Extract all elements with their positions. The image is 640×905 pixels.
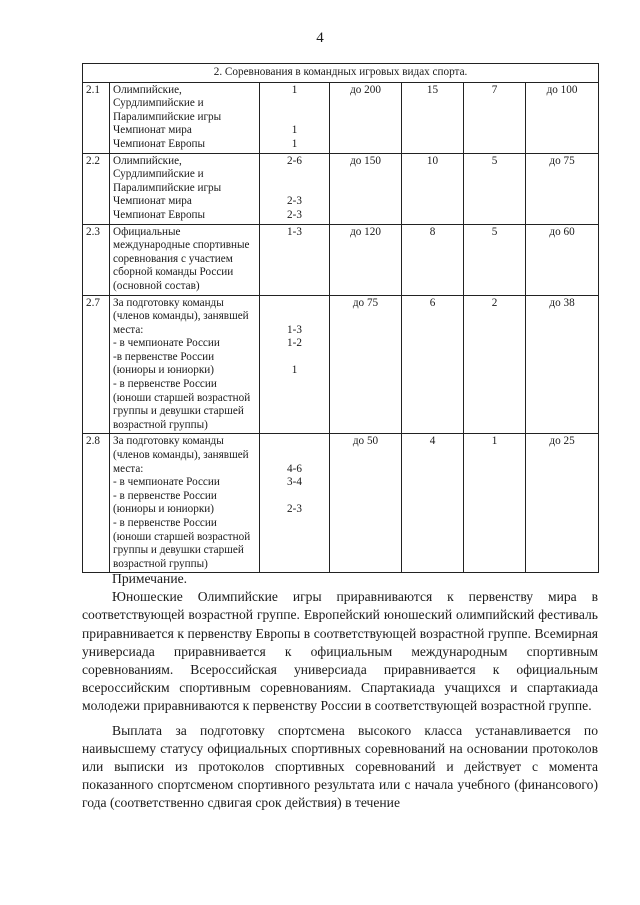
description-line: (членов команды), занявшей	[113, 449, 249, 462]
row-value-c4: 8	[402, 224, 464, 295]
description-line: -в первенстве России	[113, 350, 215, 363]
places-value: 1	[291, 124, 298, 137]
places-spacer	[263, 490, 326, 504]
places-spacer	[263, 351, 326, 365]
places-spacer	[263, 97, 326, 111]
description-line: международные спортивные	[113, 239, 250, 252]
description-line: группы и девушки старшей	[113, 544, 244, 557]
note-paragraph-2: Выплата за подготовку спортсмена высокого класса устанавливается по наивысшему статусу официальных спортивных соревнований на основании протоколов или выписки из протоколов спортивных соревнований и действует с момента показанного спортсменом спортивного результата или с начала учебного (финансового) года (соответственно сдвигая срок действия) в течение	[82, 722, 598, 811]
note-title: Примечание.	[112, 571, 188, 586]
row-value-c3: до 120	[330, 224, 402, 295]
description-line: Олимпийские,	[113, 154, 182, 167]
row-value-c3: до 75	[330, 295, 402, 434]
description-line: Чемпионат Европы	[113, 208, 206, 221]
description-line: возрастной группы)	[113, 418, 208, 431]
places-value: 2-3	[287, 195, 302, 208]
description-line: Сурдлимпийские и	[113, 97, 204, 110]
row-number: 2.7	[83, 295, 110, 434]
description-line: группы и девушки старшей	[113, 405, 244, 418]
places-spacer	[263, 182, 326, 196]
places-value: 2-3	[287, 208, 302, 221]
places-value: 1-3	[287, 225, 302, 238]
table-row	[83, 434, 599, 573]
places-value: 1-3	[287, 323, 302, 336]
places-spacer	[263, 435, 326, 449]
description-line: Чемпионат мира	[113, 195, 192, 208]
row-value-c4: 15	[402, 82, 464, 153]
description-line: места:	[113, 323, 144, 336]
description-line: (членов команды), занявшей	[113, 310, 249, 323]
description-line: сборной команды России	[113, 266, 234, 279]
note-paragraph-1: Юношеские Олимпийские игры приравниваются к первенству мира в соответствующей возрастной группе. Европейский юношеский олимпийский фестиваль приравнивается к первенству Европы в соответствующей возрастной группе. Всемирная универсиада приравнивается к официальным международным спортивным соревнованиям. Всероссийская универсиада приравнивается к официальным всероссийским спортивным соревнованиям. Спартакиада учащихся и спартакиада молодежи приравниваются к первенству России в соответствующей возрастной группе.	[82, 589, 598, 714]
places-spacer	[263, 168, 326, 182]
row-value-c6: до 100	[526, 82, 599, 153]
row-places	[260, 82, 330, 153]
row-value-c6: до 60	[526, 224, 599, 295]
description-line: соревнования с участием	[113, 252, 233, 265]
table-row	[83, 295, 599, 434]
places-value: 1-2	[287, 337, 302, 350]
row-value-c3: до 150	[330, 153, 402, 224]
places-spacer	[263, 297, 326, 311]
row-places	[260, 224, 330, 295]
row-number: 2.3	[83, 224, 110, 295]
row-value-c6: до 75	[526, 153, 599, 224]
places-value: 3-4	[287, 476, 302, 489]
row-value-c5: 5	[464, 153, 526, 224]
description-line: Сурдлимпийские и	[113, 168, 204, 181]
row-description	[110, 82, 260, 153]
description-line: возрастной группы)	[113, 557, 208, 570]
description-line: - в первенстве России	[113, 378, 217, 391]
places-spacer	[263, 449, 326, 463]
places-spacer	[263, 310, 326, 324]
table-row	[83, 153, 599, 224]
description-line: За подготовку команды	[113, 296, 224, 309]
row-description	[110, 434, 260, 573]
description-line: Чемпионат мира	[113, 124, 192, 137]
row-description	[110, 153, 260, 224]
section-title: 2. Соревнования в командных игровых видах спорта.	[83, 64, 599, 83]
description-line: - в первенстве России	[113, 489, 217, 502]
competitions-table	[82, 63, 599, 573]
row-value-c4: 10	[402, 153, 464, 224]
notes-block	[82, 570, 598, 813]
row-places	[260, 434, 330, 573]
places-value: 1	[291, 364, 298, 377]
description-line: (юноши старшей возрастной	[113, 530, 251, 543]
description-line: Паралимпийские игры	[113, 181, 222, 194]
description-line: Чемпионат Европы	[113, 137, 206, 150]
description-line: места:	[113, 462, 144, 475]
description-line: Олимпийские,	[113, 83, 182, 96]
row-value-c5: 2	[464, 295, 526, 434]
description-line: - в чемпионате России	[113, 337, 220, 350]
places-value: 4-6	[287, 462, 302, 475]
row-description	[110, 295, 260, 434]
row-value-c6: до 25	[526, 434, 599, 573]
row-number: 2.1	[83, 82, 110, 153]
row-places	[260, 295, 330, 434]
row-number: 2.8	[83, 434, 110, 573]
description-line: За подготовку команды	[113, 435, 224, 448]
description-line: Официальные	[113, 225, 181, 238]
places-spacer	[263, 111, 326, 125]
description-line: - в чемпионате России	[113, 476, 220, 489]
places-value: 1	[291, 137, 298, 150]
places-value: 2-6	[287, 154, 302, 167]
row-value-c5: 1	[464, 434, 526, 573]
section-header-row	[83, 64, 599, 83]
description-line: (юниоры и юниорки)	[113, 503, 215, 516]
row-value-c3: до 50	[330, 434, 402, 573]
row-number: 2.2	[83, 153, 110, 224]
row-value-c3: до 200	[330, 82, 402, 153]
description-line: Паралимпийские игры	[113, 110, 222, 123]
table-row	[83, 82, 599, 153]
table-row	[83, 224, 599, 295]
description-line: (юниоры и юниорки)	[113, 364, 215, 377]
page-number: 4	[316, 30, 324, 46]
places-value: 1	[291, 83, 298, 96]
row-description	[110, 224, 260, 295]
row-value-c6: до 38	[526, 295, 599, 434]
places-value: 2-3	[287, 503, 302, 516]
row-value-c4: 4	[402, 434, 464, 573]
row-value-c4: 6	[402, 295, 464, 434]
row-value-c5: 7	[464, 82, 526, 153]
row-places	[260, 153, 330, 224]
description-line: (основной состав)	[113, 279, 200, 292]
row-value-c5: 5	[464, 224, 526, 295]
description-line: (юноши старшей возрастной	[113, 391, 251, 404]
description-line: - в первенстве России	[113, 517, 217, 529]
